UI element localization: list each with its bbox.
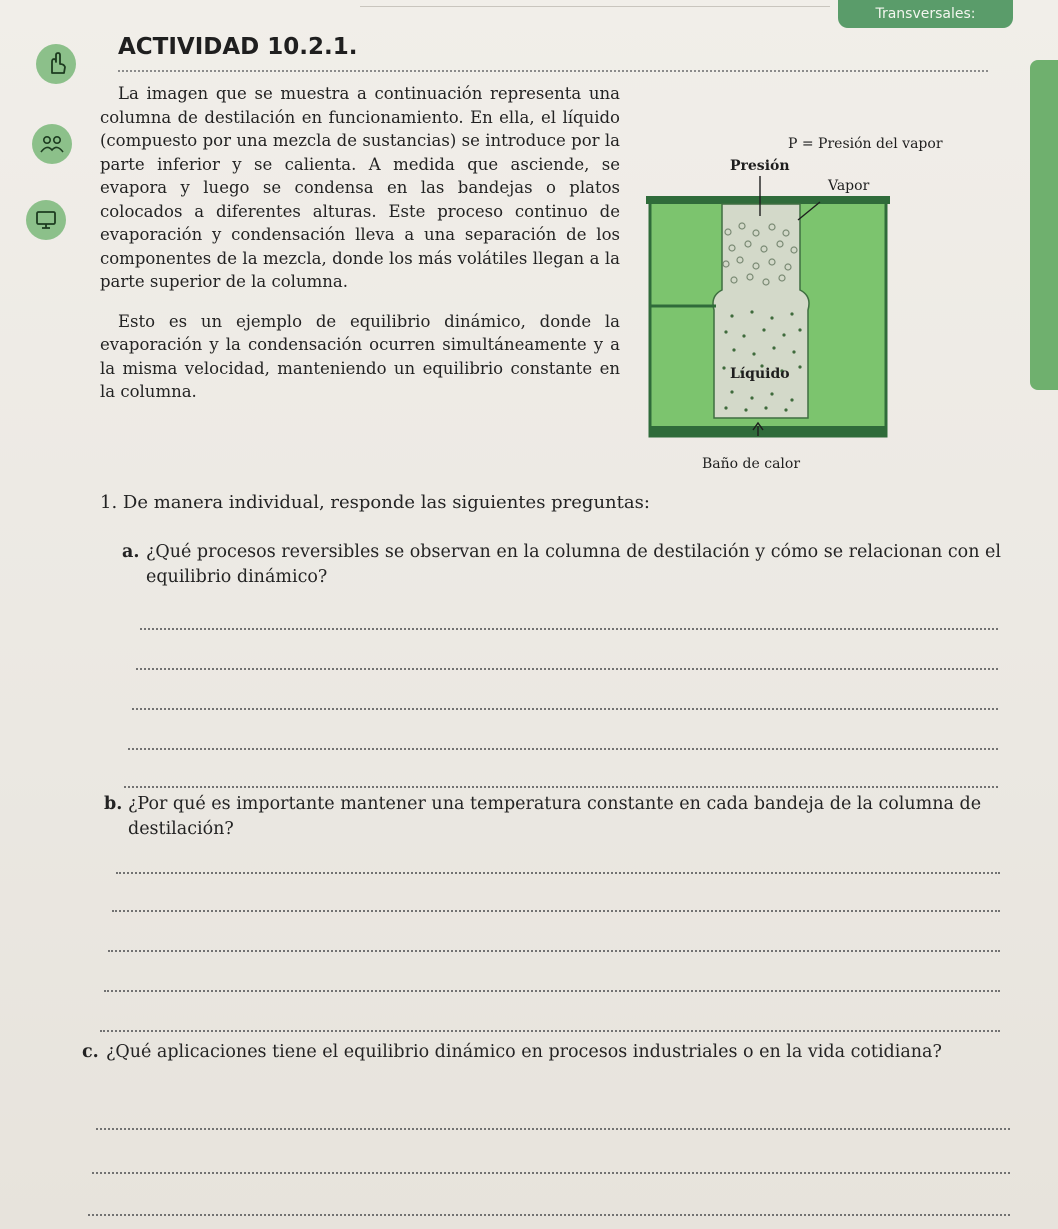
activity-intro xyxy=(100,82,620,404)
answer-line[interactable] xyxy=(128,748,998,750)
distillation-diagram xyxy=(632,136,952,481)
answer-line[interactable] xyxy=(88,1214,1010,1216)
answer-line[interactable] xyxy=(112,910,1000,912)
answer-line[interactable] xyxy=(116,872,1000,874)
question-text: ¿Por qué es importante mantener una temperatura constante en cada bandeja de la columna de destilación? xyxy=(128,794,982,839)
heat-bath-label: Baño de calor xyxy=(702,456,801,472)
answer-line[interactable] xyxy=(100,1030,1000,1032)
page-edge-tab xyxy=(1030,60,1058,390)
question-text: ¿Qué aplicaciones tiene el equilibrio dinámico en procesos industriales o en la vida cotidiana? xyxy=(106,1042,942,1062)
title-divider xyxy=(118,70,988,72)
activity-title: ACTIVIDAD 10.2.1. xyxy=(118,34,358,60)
answer-line[interactable] xyxy=(132,708,998,710)
question-b xyxy=(104,792,1028,842)
questions-heading: 1. De manera individual, responde las siguientes preguntas: xyxy=(100,492,650,513)
answer-line[interactable] xyxy=(124,786,998,788)
people-group-icon xyxy=(32,124,72,164)
hand-pointer-icon xyxy=(36,44,76,84)
liquid-label: Líquido xyxy=(730,366,790,382)
question-a xyxy=(122,540,1026,590)
question-letter: a. xyxy=(122,542,140,562)
answer-line[interactable] xyxy=(96,1128,1010,1130)
intro-paragraph: Esto es un ejemplo de equilibrio dinámico, donde la evaporación y la condensación ocurren simultáneamente y a la misma velocidad, manteniendo un equilibrio constante en la columna. xyxy=(100,311,620,401)
pressure-definition: P = Presión del vapor xyxy=(788,136,943,152)
answer-line[interactable] xyxy=(136,668,998,670)
distillation-figure xyxy=(632,136,952,481)
intro-paragraph: La imagen que se muestra a continuación representa una columna de destilación en funcionamiento. En ella, el líquido (compuesto por una mezcla de sustancias) se introduce por la parte inferior y se calienta. A medida que asciende, se evapora y luego se condensa en las bandejas o platos colocados a diferentes alturas. Este proceso continuo de evaporación y condensación lleva a una separación de los componentes de la mezcla, donde los más volátiles llegan a la parte superior de la columna. xyxy=(100,84,620,291)
vapor-label: Vapor xyxy=(828,178,870,194)
top-divider xyxy=(360,6,830,7)
question-letter: b. xyxy=(104,794,123,814)
answer-line[interactable] xyxy=(92,1172,1010,1174)
answer-line[interactable] xyxy=(108,950,1000,952)
answer-line[interactable] xyxy=(104,990,1000,992)
question-letter: c. xyxy=(82,1042,99,1062)
section-tab: Transversales: xyxy=(838,0,1013,28)
pressure-label: Presión xyxy=(730,158,790,174)
computer-icon xyxy=(26,200,66,240)
answer-line[interactable] xyxy=(140,628,998,630)
question-text: ¿Qué procesos reversibles se observan en la columna de destilación y cómo se relacionan con el equilibrio dinámico? xyxy=(146,542,1002,587)
question-c xyxy=(82,1040,1026,1065)
